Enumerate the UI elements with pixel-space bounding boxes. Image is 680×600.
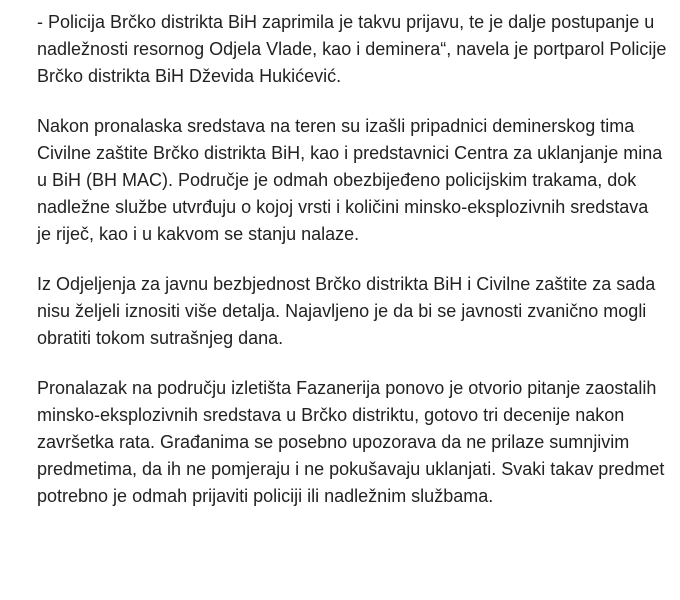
article-paragraph-quote: - Policija Brčko distrikta BiH zaprimila je takvu prijavu, te je dalje postupanje u nadležnosti resornog Odjela Vlade, kao i deminera“, navela je portparol Policije Brčko distrikta BiH Dževida Hukićević.: [37, 12, 667, 86]
article-paragraph-warning: Pronalazak na području izletišta Fazanerija ponovo je otvorio pitanje zaostalih minsko-eksplozivnih sredstava u Brčko distriktu, gotovo tri decenije nakon završetka rata. Građanima se posebno upozorava da ne prilaze sumnjivim predmetima, da ih ne pomjeraju i ne pokušavaju uklanjati. Svaki takav predmet potrebno je odmah prijaviti policiji ili nadležnim službama.: [37, 378, 665, 506]
article-paragraph-demining-team: Nakon pronalaska sredstava na teren su izašli pripadnici deminerskog tima Civilne zaštite Brčko distrikta BiH, kao i predstavnici Centra za uklanjanje mina u BiH (BH MAC). Područje je odmah obezbijeđeno policijskim trakama, dok nadležne službe utvrđuju o kojoj vrsti i količini minsko-eksplozivnih sredstava je riječ, kao i u kakvom se stanju nalaze.: [37, 116, 663, 244]
article-body: [37, 0, 667, 510]
article-paragraph-no-details: Iz Odjeljenja za javnu bezbjednost Brčko distrikta BiH i Civilne zaštite za sada nisu željeli iznositi više detalja. Najavljeno je da bi se javnosti zvanično mogli obratiti tokom sutrašnjeg dana.: [37, 274, 656, 348]
